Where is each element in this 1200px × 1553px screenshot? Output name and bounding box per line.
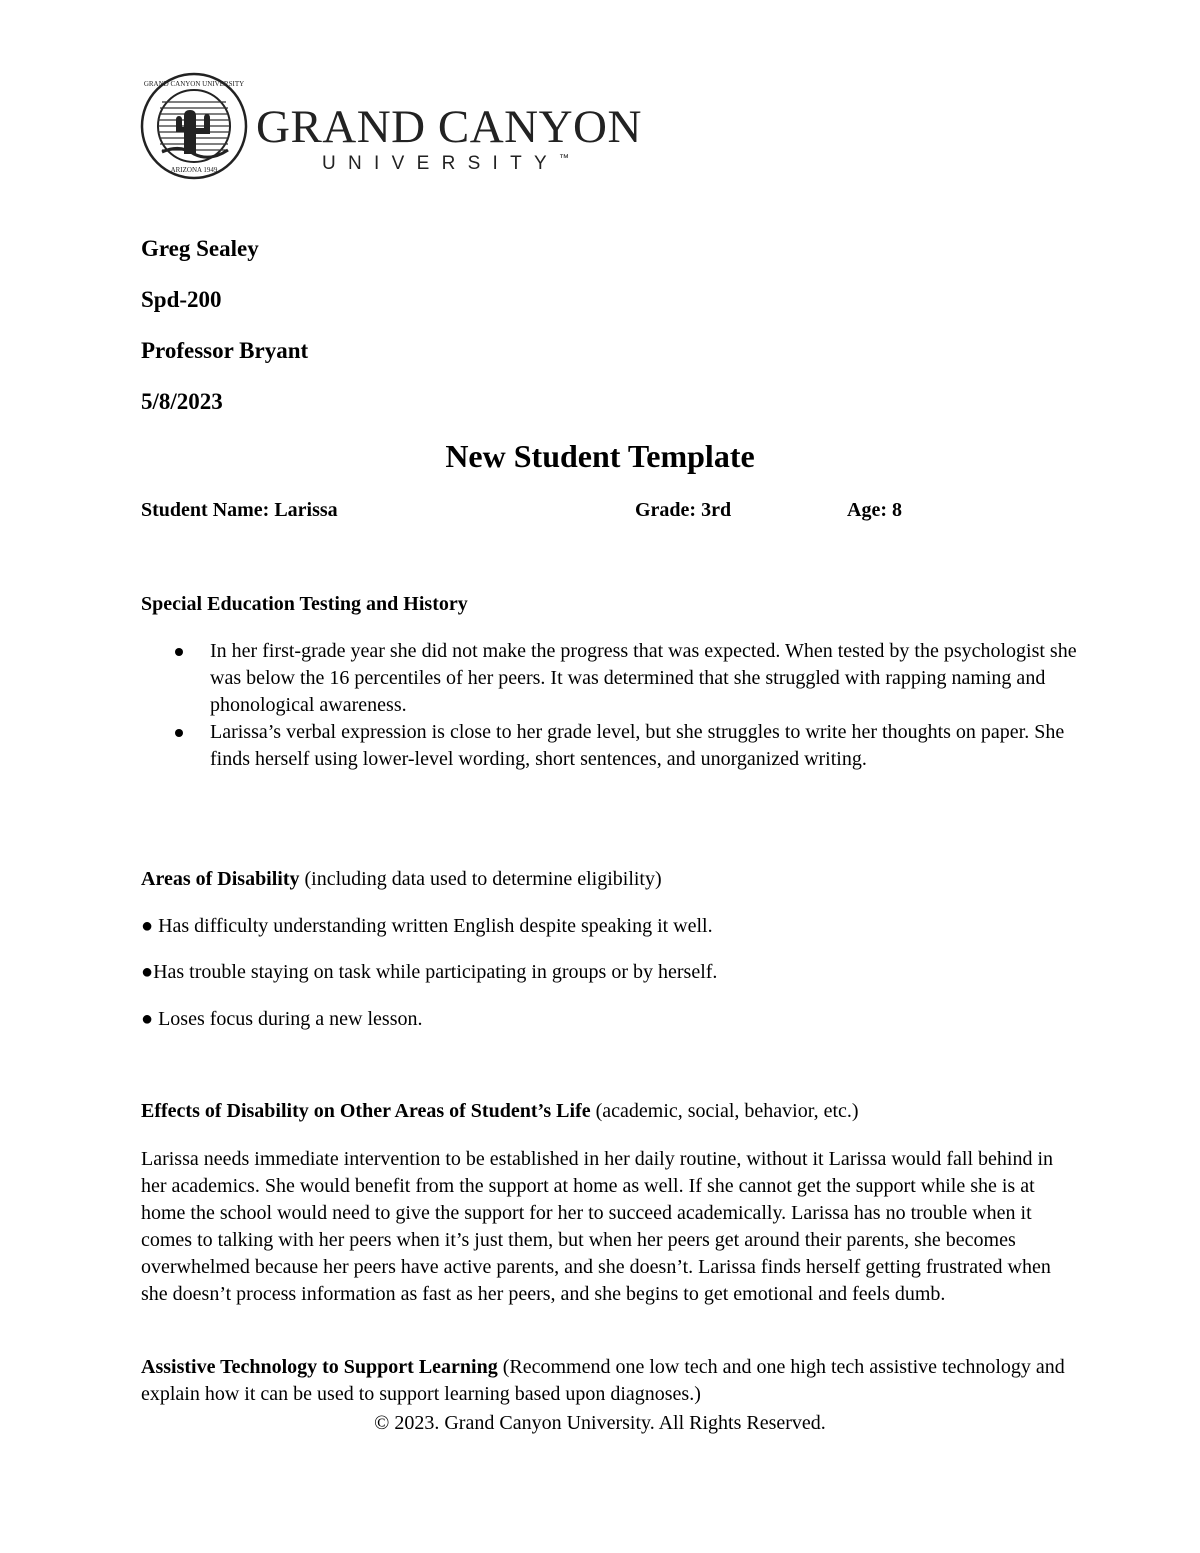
disability-item: ● Has difficulty understanding written English despite speaking it well. [141, 915, 713, 937]
effects-heading: Effects of Disability on Other Areas of Student’s Life (academic, social, behavior, etc.) [141, 1100, 859, 1122]
svg-text:GRAND CANYON UNIVERSITY: GRAND CANYON UNIVERSITY [143, 80, 245, 88]
disability-heading: Areas of Disability (including data used to determine eligibility) [141, 868, 662, 890]
student-name-label: Student Name: Larissa [141, 499, 338, 521]
professor-name: Professor Bryant [141, 338, 309, 363]
list-item: Larissa’s verbal expression is close to her grade level, but she struggles to write her thoughts on paper. She finds herself using lower-level wording, short sentences, and unorganized writing. [173, 719, 1093, 773]
bullet-icon [175, 648, 183, 656]
effects-paragraph: Larissa needs immediate intervention to be established in her daily routine, without it Larissa would fall behind in her academics. She would benefit from the support at home as well. If she cannot get the support while she is at home the school would need to give the support for her to succeed academically. Larissa has no trouble when it comes to talking with her peers when it’s just them, but when her peers get around their parents, she becomes overwhelmed because her peers have active parents, and she doesn’t. Larissa finds herself getting frustrated when she doesn’t process information as fast as her peers, and she begins to get emotional and feels dumb. [141, 1148, 1054, 1305]
list-item: In her first-grade year she did not make the progress that was expected. When tested by the psychologist she was below the 16 percentiles of her peers. It was determined that she struggled with rapping naming and phonological awareness. [173, 638, 1093, 719]
svg-text:ARIZONA 1949: ARIZONA 1949 [170, 166, 218, 174]
disability-item: ●Has trouble staying on task while participating in groups or by herself. [141, 961, 718, 983]
university-wordmark: GRAND CANYON [256, 101, 642, 153]
page-title: New Student Template [445, 438, 755, 474]
author-name: Greg Sealey [141, 236, 259, 261]
university-wordmark-sub: UNIVERSITY™ [322, 153, 570, 174]
copyright-footer: © 2023. Grand Canyon University. All Rights Reserved. [374, 1412, 826, 1434]
bullet-icon [175, 729, 183, 737]
age-label: Age: 8 [847, 499, 902, 521]
university-seal-logo [140, 72, 248, 180]
assistive-tech-heading: Assistive Technology to Support Learning (Recommend one low tech and one high tech assistive technology and explain how it can be used to support learning based upon diagnoses.) [141, 1356, 1065, 1405]
course-code: Spd-200 [141, 287, 222, 312]
document-date: 5/8/2023 [141, 389, 223, 414]
grade-label: Grade: 3rd [635, 499, 732, 521]
testing-history-list [173, 638, 1093, 773]
testing-history-heading: Special Education Testing and History [141, 593, 468, 615]
disability-item: ● Loses focus during a new lesson. [141, 1008, 423, 1030]
